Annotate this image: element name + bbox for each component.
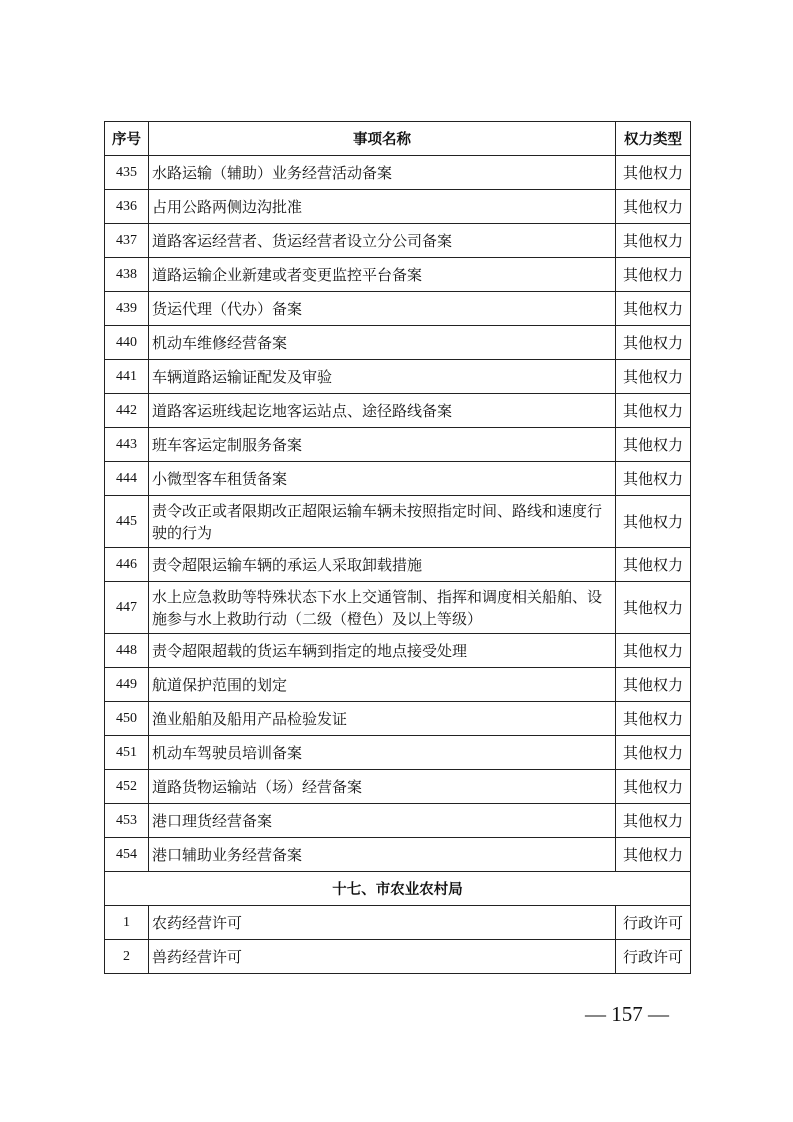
row-name: 机动车驾驶员培训备案	[149, 736, 616, 770]
row-type: 其他权力	[616, 156, 691, 190]
table-row	[105, 668, 691, 702]
row-no: 447	[105, 582, 149, 634]
table-row	[105, 326, 691, 360]
row-type: 其他权力	[616, 428, 691, 462]
table-row	[105, 496, 691, 548]
row-no: 442	[105, 394, 149, 428]
row-type: 其他权力	[616, 668, 691, 702]
table-row	[105, 736, 691, 770]
row-no: 1	[105, 906, 149, 940]
row-name: 责令超限运输车辆的承运人采取卸载措施	[149, 548, 616, 582]
header-no: 序号	[105, 122, 149, 156]
row-type: 行政许可	[616, 940, 691, 974]
row-no: 2	[105, 940, 149, 974]
row-type: 其他权力	[616, 702, 691, 736]
table-row	[105, 258, 691, 292]
row-name: 道路客运班线起讫地客运站点、途径路线备案	[149, 394, 616, 428]
row-no: 439	[105, 292, 149, 326]
table-row	[105, 940, 691, 974]
table-row	[105, 702, 691, 736]
table-row	[105, 462, 691, 496]
row-no: 448	[105, 634, 149, 668]
row-no: 438	[105, 258, 149, 292]
row-name: 责令超限超载的货运车辆到指定的地点接受处理	[149, 634, 616, 668]
row-type: 其他权力	[616, 736, 691, 770]
row-name: 占用公路两侧边沟批准	[149, 190, 616, 224]
row-no: 443	[105, 428, 149, 462]
row-no: 450	[105, 702, 149, 736]
row-no: 444	[105, 462, 149, 496]
row-no: 446	[105, 548, 149, 582]
row-type: 其他权力	[616, 394, 691, 428]
row-name: 小微型客车租赁备案	[149, 462, 616, 496]
row-type: 其他权力	[616, 548, 691, 582]
row-name: 港口理货经营备案	[149, 804, 616, 838]
row-name: 渔业船舶及船用产品检验发证	[149, 702, 616, 736]
table-row	[105, 360, 691, 394]
header-row	[105, 122, 691, 156]
header-type: 权力类型	[616, 122, 691, 156]
row-no: 437	[105, 224, 149, 258]
row-no: 453	[105, 804, 149, 838]
row-type: 其他权力	[616, 634, 691, 668]
items-table	[104, 121, 691, 974]
section-title: 十七、市农业农村局	[105, 872, 691, 906]
row-type: 其他权力	[616, 326, 691, 360]
table-row	[105, 156, 691, 190]
row-type: 其他权力	[616, 190, 691, 224]
row-name: 机动车维修经营备案	[149, 326, 616, 360]
row-no: 440	[105, 326, 149, 360]
table-row	[105, 838, 691, 872]
row-name: 货运代理（代办）备案	[149, 292, 616, 326]
row-type: 其他权力	[616, 292, 691, 326]
row-no: 451	[105, 736, 149, 770]
row-name: 水路运输（辅助）业务经营活动备案	[149, 156, 616, 190]
table-row	[105, 548, 691, 582]
row-name: 兽药经营许可	[149, 940, 616, 974]
table-row	[105, 906, 691, 940]
table-row	[105, 428, 691, 462]
row-no: 436	[105, 190, 149, 224]
row-name: 车辆道路运输证配发及审验	[149, 360, 616, 394]
row-name: 道路货物运输站（场）经营备案	[149, 770, 616, 804]
section-row	[105, 872, 691, 906]
row-name: 港口辅助业务经营备案	[149, 838, 616, 872]
table-row	[105, 394, 691, 428]
row-type: 其他权力	[616, 770, 691, 804]
row-no: 452	[105, 770, 149, 804]
row-type: 其他权力	[616, 496, 691, 548]
row-no: 435	[105, 156, 149, 190]
row-no: 454	[105, 838, 149, 872]
row-name: 班车客运定制服务备案	[149, 428, 616, 462]
row-name: 道路客运经营者、货运经营者设立分公司备案	[149, 224, 616, 258]
table-row	[105, 190, 691, 224]
row-name: 农药经营许可	[149, 906, 616, 940]
table-row	[105, 634, 691, 668]
table-row	[105, 804, 691, 838]
table-row	[105, 224, 691, 258]
page-number: — 157 —	[585, 1002, 669, 1026]
row-type: 其他权力	[616, 582, 691, 634]
row-type: 其他权力	[616, 804, 691, 838]
row-name: 责令改正或者限期改正超限运输车辆未按照指定时间、路线和速度行驶的行为	[149, 496, 616, 548]
table-row	[105, 770, 691, 804]
row-no: 441	[105, 360, 149, 394]
row-name: 水上应急救助等特殊状态下水上交通管制、指挥和调度相关船舶、设施参与水上救助行动（二级（橙色）及以上等级）	[149, 582, 616, 634]
table-row	[105, 582, 691, 634]
header-name: 事项名称	[149, 122, 616, 156]
table-row	[105, 292, 691, 326]
row-type: 其他权力	[616, 838, 691, 872]
row-no: 449	[105, 668, 149, 702]
row-name: 航道保护范围的划定	[149, 668, 616, 702]
row-no: 445	[105, 496, 149, 548]
row-type: 其他权力	[616, 224, 691, 258]
row-name: 道路运输企业新建或者变更监控平台备案	[149, 258, 616, 292]
row-type: 行政许可	[616, 906, 691, 940]
row-type: 其他权力	[616, 360, 691, 394]
row-type: 其他权力	[616, 462, 691, 496]
row-type: 其他权力	[616, 258, 691, 292]
